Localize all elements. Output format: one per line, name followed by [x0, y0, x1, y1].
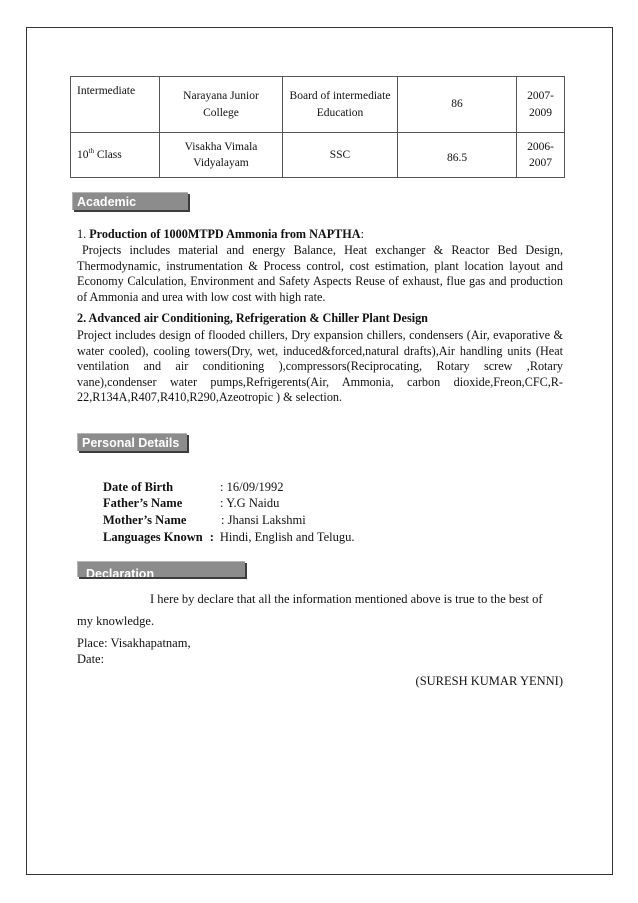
education-board: SSC — [283, 133, 398, 178]
dob-row — [103, 479, 284, 495]
signature: (SURESH KUMAR YENNI) — [415, 674, 563, 688]
father-label: Father’s Name — [103, 496, 183, 510]
project2-description: Project includes design of flooded chillers, Dry expansion chillers, condensers (Air, evaporative & water cooled), cooling towers(Dry, wet, induced&forced,natural drafts),Air handling units (Heat ventilation and air conditioning ),compressors(Reciprocating, Rotary screw ,Rotary vane),condenser water pumps,Refrigerents(Air, Ammonia, carbon dioxide,Freon,CFC,R-22,R134A,R407,R410,R290,Azeotropic ) & selection. — [77, 328, 563, 405]
mother-value: : Jhansi Lakshmi — [221, 513, 306, 527]
declaration-line2: my knowledge. — [77, 614, 155, 628]
education-score: 86 — [398, 77, 517, 133]
project1-heading — [77, 227, 563, 243]
education-years: 2007-2009 — [517, 77, 565, 133]
project1-number: 1. — [77, 227, 90, 241]
mother-label: Mother’s Name — [103, 513, 187, 527]
dob-value: : 16/09/1992 — [220, 480, 284, 494]
project1-colon: : — [360, 227, 364, 241]
education-institution: Visakha Vimala Vidyalayam — [160, 133, 283, 178]
declaration-line1: I here by declare that all the information mentioned above is true to the best of — [150, 592, 543, 606]
education-level-number: 10 — [77, 148, 89, 161]
dob-label: Date of Birth — [103, 480, 174, 494]
education-board: Board of intermediate Education — [283, 77, 398, 133]
academic-heading: Academic — [72, 192, 188, 210]
father-value: : Y.G Naidu — [220, 496, 280, 510]
education-years: 2006-2007 — [517, 133, 565, 178]
education-level-sup: th — [88, 147, 94, 156]
father-row — [103, 495, 279, 511]
languages-value: Hindi, English and Telugu. — [219, 530, 355, 544]
project1-title: Production of 1000MTPD Ammonia from NAPTHA — [89, 227, 361, 241]
education-table — [70, 76, 565, 178]
project2-title: 2. Advanced air Conditioning, Refrigeration & Chiller Plant Design — [77, 311, 428, 325]
declaration-heading: Declaration — [77, 561, 245, 577]
personal-details-heading: Personal Details — [77, 433, 187, 451]
languages-colon: : — [209, 530, 214, 544]
education-institution: Narayana Junior College — [160, 77, 283, 133]
education-level: Intermediate — [71, 77, 160, 133]
mother-row — [103, 512, 306, 528]
project1-description: Projects includes material and energy Balance, Heat exchanger & Reactor Bed Design, Thermodynamic, instrumentation & Process control, cost estimation, plant location layout and Economy Calculation, Environment and Safety Aspects Reuse of exhaust, flue gas and production of Ammonia and urea with low cost with high rate. — [77, 243, 563, 304]
education-score: 86.5 — [398, 133, 517, 178]
languages-row — [103, 529, 355, 545]
table-row — [71, 133, 565, 178]
education-level — [71, 133, 160, 178]
declaration-place: Place: Visakhapatnam, — [77, 636, 191, 650]
education-level-suffix: Class — [93, 148, 122, 161]
table-row — [71, 77, 565, 133]
languages-label: Languages Known — [103, 530, 203, 544]
declaration-date: Date: — [77, 652, 105, 666]
